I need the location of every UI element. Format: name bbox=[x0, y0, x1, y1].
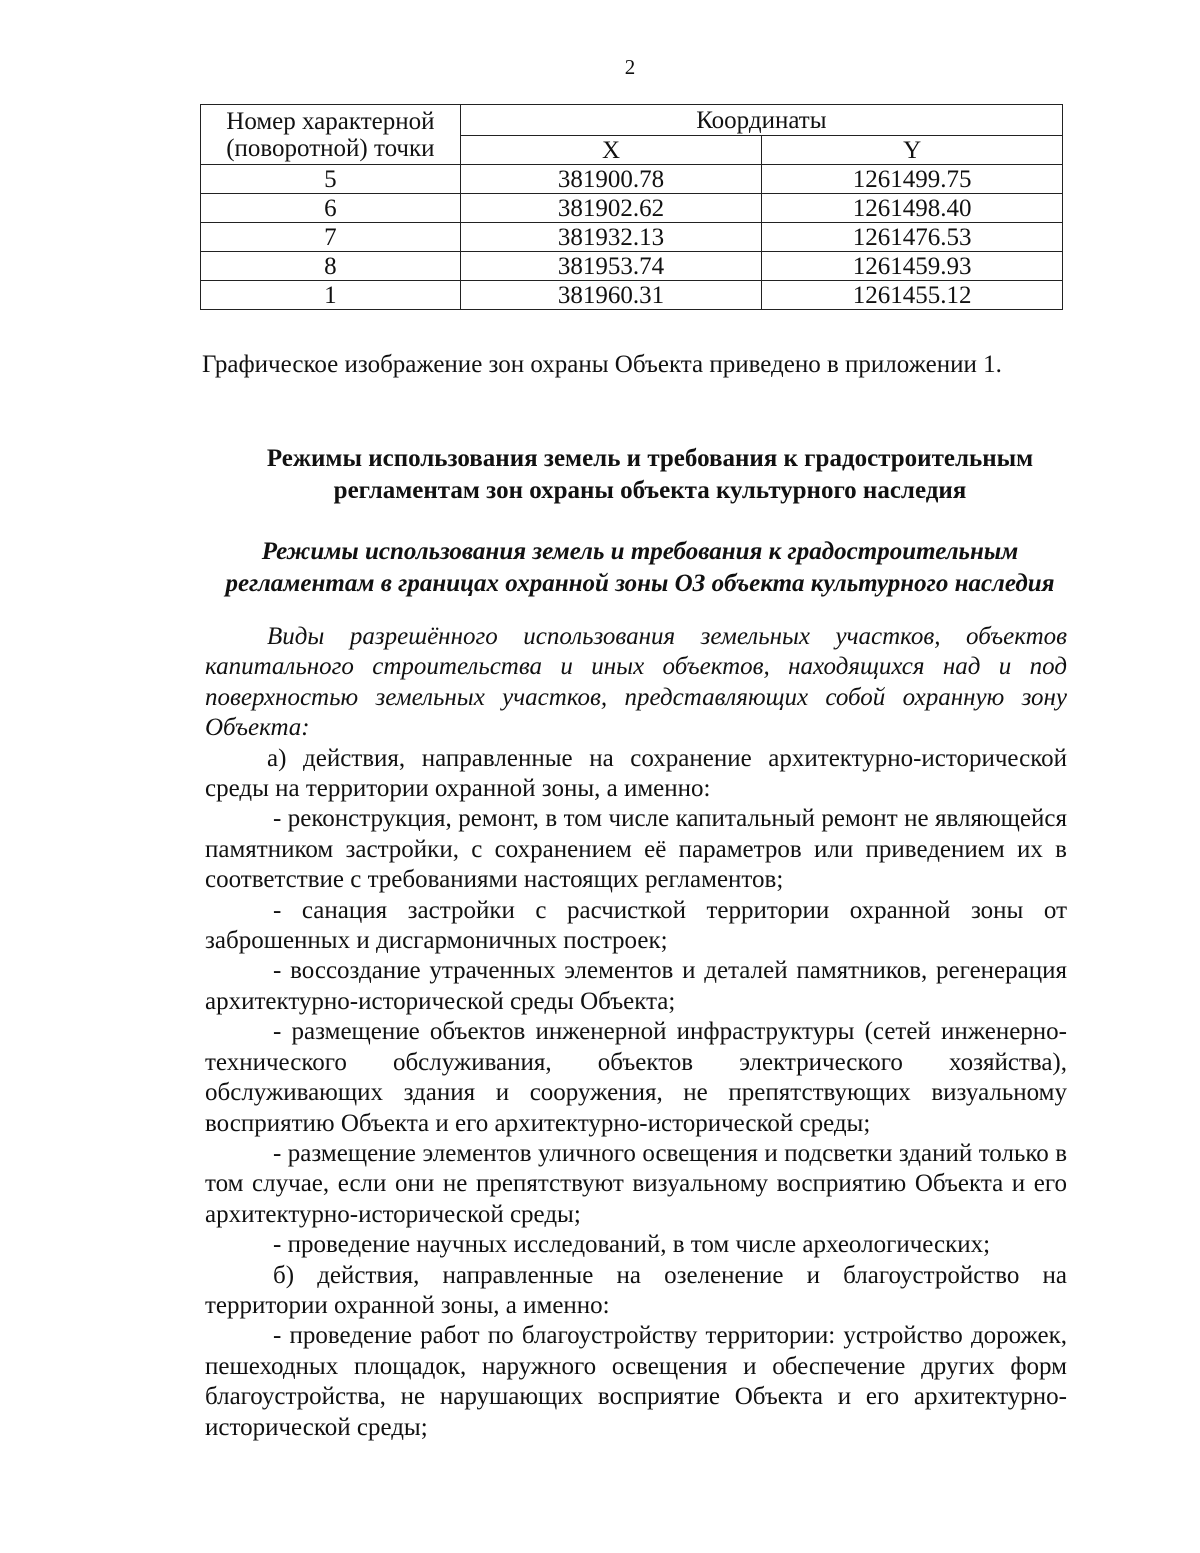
cell-y: 1261498.40 bbox=[762, 194, 1063, 223]
subsection-heading: Режимы использования земель и требования к градостроительным регламентам в границах охранной зоны ОЗ объекта культурного наследия bbox=[225, 538, 1055, 597]
coordinates-table bbox=[200, 104, 1063, 310]
body-text bbox=[205, 622, 1067, 1443]
appendix-reference: Графическое изображение зон охраны Объекта приведено в приложении 1. bbox=[202, 351, 1002, 378]
cell-x: 381932.13 bbox=[460, 223, 762, 252]
list-item: - реконструкция, ремонт, в том числе капитальный ремонт не являющейся памятником застройки, с сохранением её параметров или приведением их в соответствие с требованиями настоящих регламентов; bbox=[205, 805, 1067, 894]
cell-point: 6 bbox=[201, 194, 461, 223]
cell-x: 381902.62 bbox=[460, 194, 762, 223]
cell-x: 381960.31 bbox=[460, 281, 762, 310]
table-row bbox=[201, 223, 1063, 252]
list-item: - размещение элементов уличного освещения и подсветки зданий только в том случае, если они не препятствуют визуальному восприятию Объекта и его архитектурно-исторической среды; bbox=[205, 1139, 1067, 1228]
list-item-a: а) действия, направленные на сохранение архитектурно-исторической среды на территории охранной зоны, а именно: bbox=[205, 744, 1067, 803]
list-item: - проведение работ по благоустройству территории: устройство дорожек, пешеходных площадок, наружного освещения и обеспечение других форм благоустройства, не нарушающих восприятие Объекта и его архитектурно-исторической среды; bbox=[205, 1322, 1067, 1441]
section-heading: Режимы использования земель и требования к градостроительным регламентам зон охраны объекта культурного наследия bbox=[266, 445, 1034, 504]
cell-y: 1261476.53 bbox=[762, 223, 1063, 252]
cell-x: 381953.74 bbox=[460, 252, 762, 281]
cell-point: 1 bbox=[201, 281, 461, 310]
header-y: Y bbox=[762, 136, 1063, 165]
list-item: - размещение объектов инженерной инфраструктуры (сетей инженерно-технического обслуживания, объектов электрического хозяйства), обслуживающих здания и сооружения, не препятствующих визуальному восприятию Объекта и его архитектурно-исторической среды; bbox=[205, 1018, 1067, 1137]
table-row bbox=[201, 281, 1063, 310]
cell-y: 1261499.75 bbox=[762, 165, 1063, 194]
table-header-row bbox=[201, 105, 1063, 136]
header-x: X bbox=[460, 136, 762, 165]
header-point-number: Номер характерной (поворотной) точки bbox=[201, 105, 461, 165]
cell-point: 8 bbox=[201, 252, 461, 281]
table-row bbox=[201, 165, 1063, 194]
cell-point: 5 bbox=[201, 165, 461, 194]
table-row bbox=[201, 252, 1063, 281]
cell-y: 1261459.93 bbox=[762, 252, 1063, 281]
cell-x: 381900.78 bbox=[460, 165, 762, 194]
list-item: - санация застройки с расчисткой территории охранной зоны от заброшенных и дисгармоничных построек; bbox=[205, 896, 1067, 955]
list-item: - воссоздание утраченных элементов и деталей памятников, регенерация архитектурно-исторической среды Объекта; bbox=[205, 957, 1067, 1015]
intro-paragraph: Виды разрешённого использования земельных участков, объектов капитального строительства и иных объектов, находящихся над и под поверхностью земельных участков, представляющих собой охранную зону Объекта: bbox=[205, 623, 1067, 742]
cell-y: 1261455.12 bbox=[762, 281, 1063, 310]
cell-point: 7 bbox=[201, 223, 461, 252]
header-coordinates: Координаты bbox=[460, 105, 1062, 136]
page-number: 2 bbox=[624, 55, 636, 79]
table-row bbox=[201, 194, 1063, 223]
list-item-b: б) действия, направленные на озеленение и благоустройство на территории охранной зоны, а именно: bbox=[205, 1261, 1067, 1319]
list-item: - проведение научных исследований, в том числе археологических; bbox=[273, 1231, 991, 1259]
